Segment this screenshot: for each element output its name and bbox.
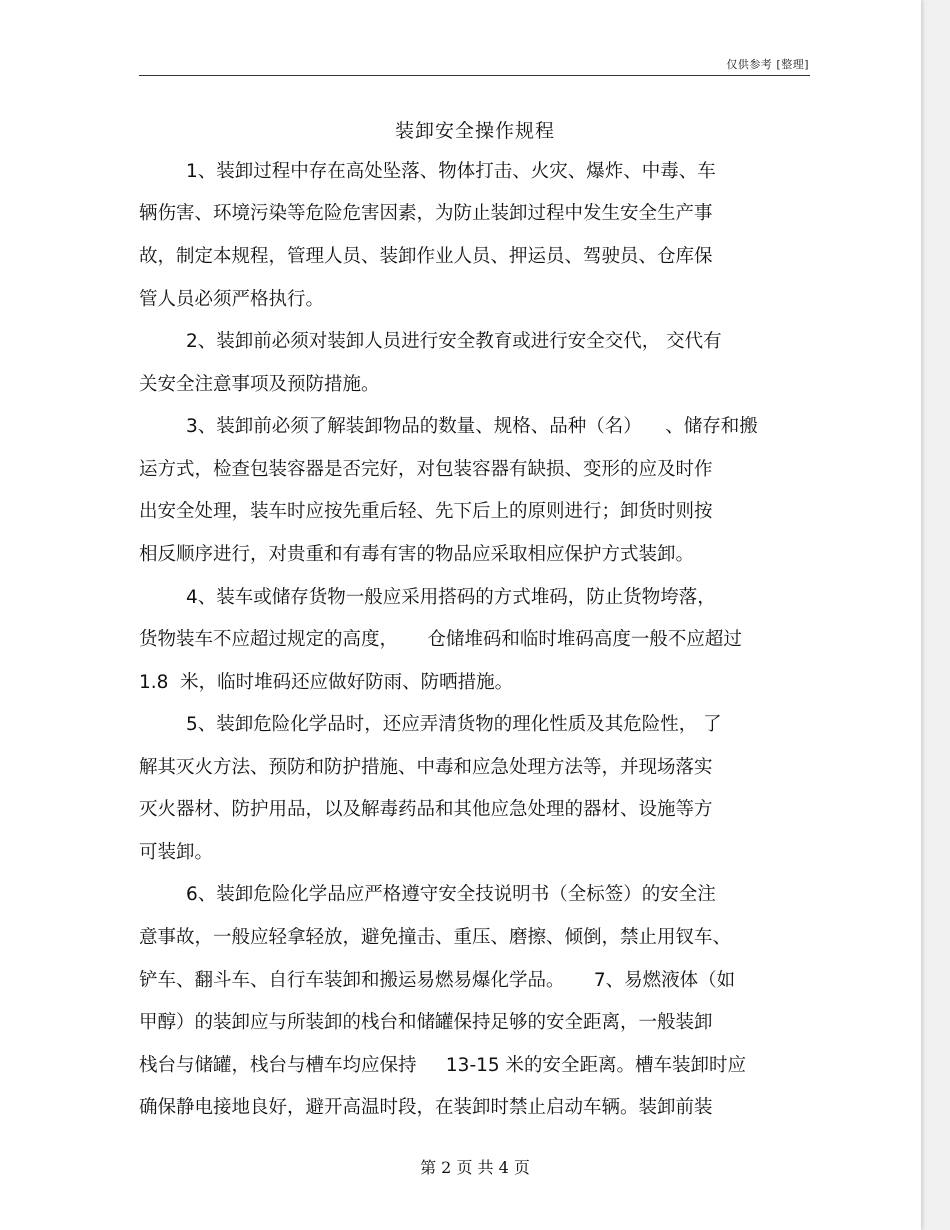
body-line: 栈台与储罐，栈台与槽车均应保持 13-15 米的安全距离。槽车装卸时应 <box>139 1055 747 1076</box>
body-line: 故，制定本规程，管理人员、装卸作业人员、押运员、驾驶员、仓库保 <box>139 246 713 267</box>
body-line: 出安全处理，装车时应按先重后轻、先下后上的原则进行；卸货时则按 <box>139 501 713 522</box>
body-line: 辆伤害、环境污染等危险危害因素，为防止装卸过程中发生安全生产事 <box>139 203 713 224</box>
body-line: 甲醇）的装卸应与所装卸的栈台和储罐保持足够的安全距离，一般装卸 <box>139 1012 713 1033</box>
body-line: 意事故，一般应轻拿轻放，避免撞击、重压、磨擦、倾倒，禁止用钗车、 <box>139 927 732 948</box>
body-line: 管人员必须严格执行。 <box>139 289 325 310</box>
document-title: 装卸安全操作规程 <box>394 120 555 142</box>
page-number: 第 2 页 共 4 页 <box>420 1158 530 1177</box>
body-line: 铲车、翻斗车、自行车装卸和搬运易燃易爆化学品。 7、易燃液体（如 <box>139 970 736 991</box>
body-line: 可装卸。 <box>139 842 214 863</box>
body-line: 确保静电接地良好，避开高温时段，在装卸时禁止启动车辆。装卸前装 <box>139 1097 713 1118</box>
header-note: 仅供参考 [整理] <box>726 58 809 71</box>
body-line: 灭火器材、防护用品，以及解毒药品和其他应急处理的器材、设施等方 <box>139 799 713 820</box>
body-line: 4、装车或储存货物一般应采用搭码的方式堆码，防止货物垮落， <box>186 587 716 608</box>
body-line: 1、装卸过程中存在高处坠落、物体打击、火灾、爆炸、中毒、车 <box>186 161 716 182</box>
body-line: 5、装卸危险化学品时，还应弄清货物的理化性质及其危险性， 了 <box>186 714 722 735</box>
body-line: 1.8 米，临时堆码还应做好防雨、防晒措施。 <box>139 672 514 693</box>
body-line: 2、装卸前必须对装卸人员进行安全教育或进行安全交代， 交代有 <box>186 331 722 352</box>
body-line: 关安全注意事项及预防措施。 <box>139 374 380 395</box>
header-divider <box>139 75 810 76</box>
body-line: 3、装卸前必须了解装卸物品的数量、规格、品种（名） 、储存和搬 <box>186 416 758 437</box>
body-line: 解其灭火方法、预防和防护措施、中毒和应急处理方法等，并现场落实 <box>139 757 713 778</box>
body-line: 相反顺序进行，对贵重和有毒有害的物品应采取相应保护方式装卸。 <box>139 544 695 565</box>
body-line: 运方式，检查包装容器是否完好，对包装容器有缺损、变形的应及时作 <box>139 459 713 480</box>
body-line: 6、装卸危险化学品应严格遵守安全技说明书（全标签）的安全注 <box>186 884 716 905</box>
body-line: 货物装车不应超过规定的高度， 仓储堆码和临时堆码高度一般不应超过 <box>139 629 742 650</box>
